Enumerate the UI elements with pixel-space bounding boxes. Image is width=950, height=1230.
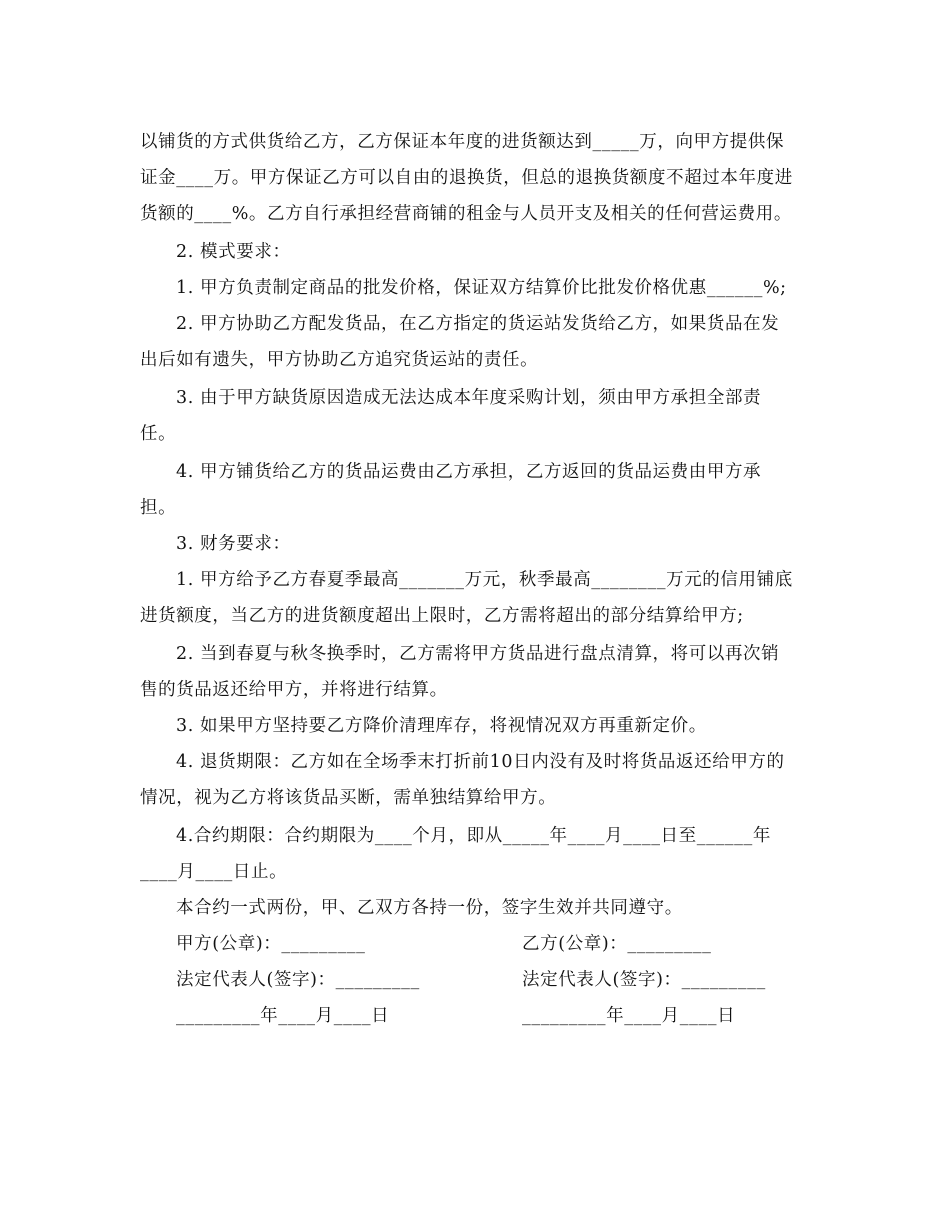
party-b-seal-line: 乙方(公章)：_________	[522, 934, 712, 954]
paragraph-line: 3. 如果甲方坚持要乙方降价清理库存，将视情况双方再重新定价。	[176, 716, 707, 736]
paragraph-line: 2. 甲方协助乙方配发货品，在乙方指定的货运站发货给乙方，如果货品在发	[176, 314, 780, 334]
party-b-representative-line: 法定代表人(签字)：_________	[522, 970, 766, 990]
paragraph-line: 3. 由于甲方缺货原因造成无法达成本年度采购计划，须由甲方承担全部责	[176, 388, 762, 408]
party-a-representative-line: 法定代表人(签字)：_________	[176, 970, 420, 990]
paragraph-line: 情况，视为乙方将该货品买断，需单独结算给甲方。	[140, 788, 557, 808]
paragraph-line: 证金____万。甲方保证乙方可以自由的退换货，但总的退换货额度不超过本年度进	[140, 168, 793, 188]
paragraph-line: 出后如有遗失，甲方协助乙方追究货运站的责任。	[140, 350, 539, 370]
paragraph-line: 货额的____%。乙方自行承担经营商铺的租金与人员开支及相关的任何营运费用。	[140, 204, 792, 224]
paragraph-line: 进货额度，当乙方的进货额度超出上限时，乙方需将超出的部分结算给甲方;	[140, 606, 744, 626]
paragraph-line: 4. 甲方铺货给乙方的货品运费由乙方承担，乙方返回的货品运费由甲方承	[176, 462, 762, 482]
paragraph-line: 本合约一式两份，甲、乙双方各持一份，签字生效并共同遵守。	[176, 898, 683, 918]
paragraph-line: 售的货品返还给甲方，并将进行结算。	[140, 680, 448, 700]
party-a-date-line: _________年____月____日	[176, 1006, 390, 1026]
paragraph-line: 4. 退货期限：乙方如在全场季末打折前10日内没有及时将货品返还给甲方的	[176, 752, 785, 772]
paragraph-line: 1. 甲方负责制定商品的批发价格，保证双方结算价比批发价格优惠______%;	[176, 278, 787, 298]
party-a-seal-line: 甲方(公章)：_________	[176, 934, 366, 954]
party-b-date-line: _________年____月____日	[522, 1006, 736, 1026]
paragraph-line: ____月____日止。	[140, 862, 288, 882]
paragraph-line: 以铺货的方式供货给乙方，乙方保证本年度的进货额达到_____万，向甲方提供保	[140, 132, 785, 152]
paragraph-line: 担。	[140, 498, 177, 518]
section-heading: 2. 模式要求：	[176, 242, 291, 262]
paragraph-line: 1. 甲方给予乙方春夏季最高_______万元，秋季最高________万元的信用铺底	[176, 570, 793, 590]
section-heading: 3. 财务要求：	[176, 534, 291, 554]
paragraph-line: 2. 当到春夏与秋冬换季时，乙方需将甲方货品进行盘点清算，将可以再次销	[176, 644, 780, 664]
paragraph-line: 4.合约期限：合约期限为____个月，即从_____年____月____日至______年	[176, 826, 771, 846]
paragraph-line: 任。	[140, 424, 177, 444]
